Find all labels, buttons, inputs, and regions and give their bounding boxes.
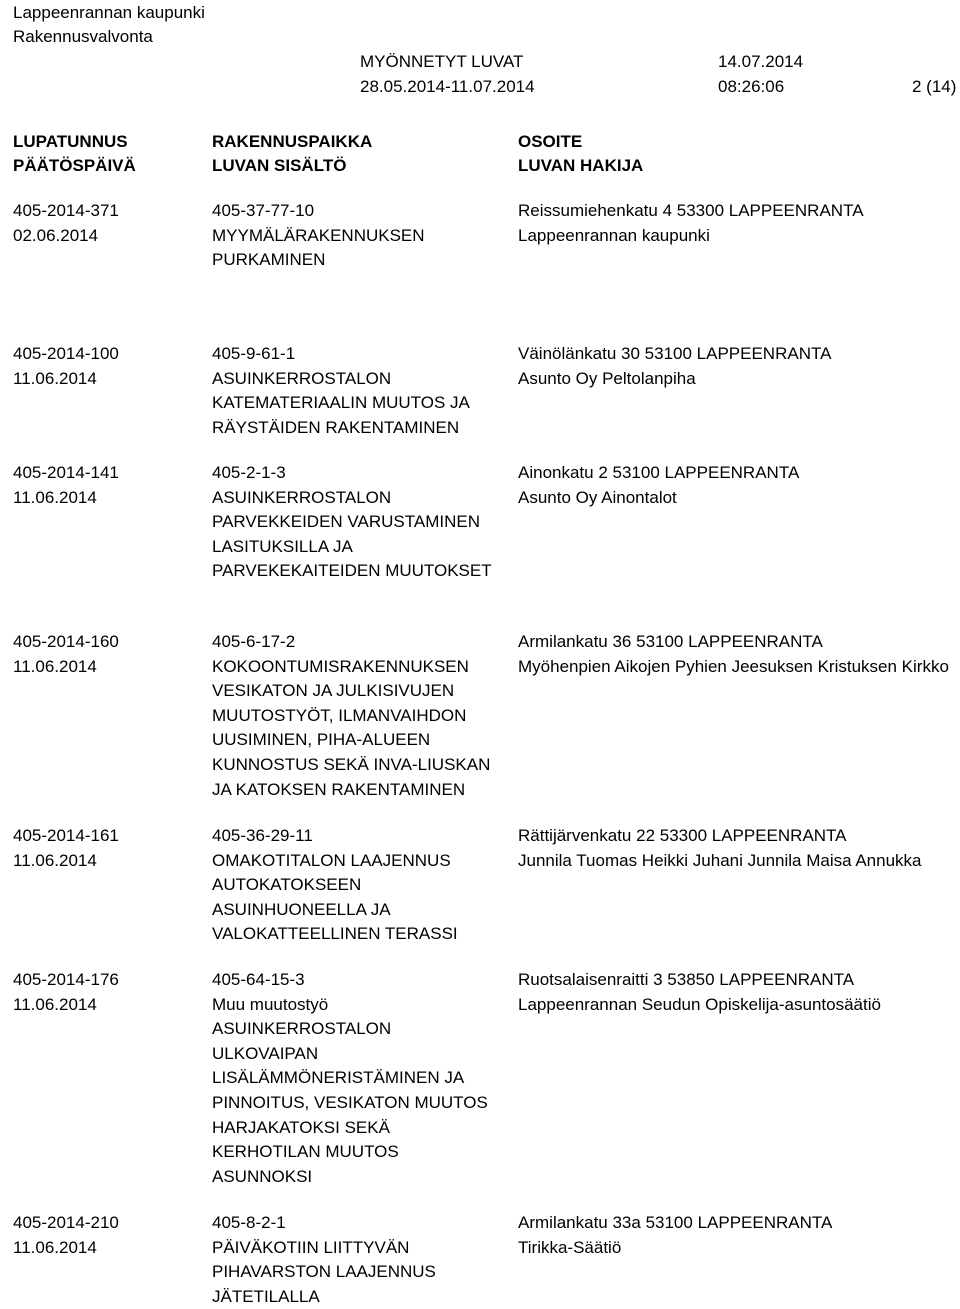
content-line: LISÄLÄMMÖNERISTÄMINEN JA: [212, 1068, 465, 1088]
content-line: ASUINKERROSTALON: [212, 368, 392, 388]
content-line: PINNOITUS, VESIKATON MUUTOS: [212, 1092, 488, 1112]
building-site-id: 405-8-2-1: [212, 1213, 286, 1232]
permit-content-cell: [212, 968, 488, 1189]
applicant: Lappeenrannan Seudun Opiskelija-asuntosäätiö: [518, 994, 881, 1014]
report-title: MYÖNNETYT LUVAT: [360, 52, 524, 71]
content-line: PIHAVARSTON LAAJENNUS: [212, 1262, 436, 1282]
content-line: Muu muutostyö: [212, 994, 329, 1014]
content-line: LASITUKSILLA JA: [212, 536, 353, 556]
department-name: Rakennusvalvonta: [13, 27, 153, 46]
report-period: 28.05.2014-11.07.2014: [360, 77, 535, 96]
address-cell: [518, 630, 949, 679]
decision-date: 11.06.2014: [13, 994, 97, 1014]
applicant: Asunto Oy Peltolanpiha: [518, 368, 696, 388]
applicant: Junnila Tuomas Heikki Juhani Junnila Maisa Annukka: [518, 850, 922, 870]
column-header-decision-date: PÄÄTÖSPÄIVÄ: [13, 156, 136, 175]
content-line: JA KATOKSEN RAKENTAMINEN: [212, 779, 466, 799]
content-line: UUSIMINEN, PIHA-ALUEEN: [212, 730, 431, 750]
permit-id: 405-2014-210: [13, 1213, 119, 1232]
applicant: Myöhenpien Aikojen Pyhien Jeesuksen Kristuksen Kirkko: [518, 656, 949, 676]
content-line: ASUINKERROSTALON: [212, 487, 392, 507]
decision-date: 11.06.2014: [13, 1237, 97, 1257]
building-site-id: 405-6-17-2: [212, 632, 296, 651]
permit-content-cell: [212, 1211, 436, 1309]
permit-id: 405-2014-160: [13, 632, 119, 651]
content-line: ULKOVAIPAN: [212, 1043, 319, 1063]
permit-id: 405-2014-371: [13, 201, 119, 220]
address-cell: [518, 1211, 832, 1260]
content-line: ASUNNOKSI: [212, 1166, 313, 1186]
permit-id-cell: [13, 342, 119, 391]
address-cell: [518, 824, 922, 873]
print-time: 08:26:06: [718, 77, 785, 96]
content-line: KUNNOSTUS SEKÄ INVA-LIUSKAN: [212, 754, 491, 774]
address: Armilankatu 33a 53100 LAPPEENRANTA: [518, 1213, 833, 1232]
permit-id-cell: [13, 968, 119, 1017]
address-cell: [518, 199, 864, 248]
permit-content-cell: [212, 342, 470, 440]
content-line: JÄTETILALLA: [212, 1286, 320, 1306]
content-line: ASUINHUONEELLA JA: [212, 899, 391, 919]
permit-content-cell: [212, 824, 458, 947]
page-number: 2 (14): [912, 77, 957, 96]
content-line: ASUINKERROSTALON: [212, 1019, 392, 1039]
content-line: HARJAKATOKSI SEKÄ: [212, 1117, 390, 1137]
content-line: VESIKATON JA JULKISIVUJEN: [212, 681, 455, 701]
permit-id: 405-2014-161: [13, 826, 119, 845]
address-cell: [518, 968, 881, 1017]
content-line: AUTOKATOKSEEN: [212, 875, 362, 895]
print-date: 14.07.2014: [718, 52, 804, 71]
permit-id-cell: [13, 1211, 119, 1260]
column-header-address: OSOITE: [518, 132, 583, 151]
building-site-id: 405-37-77-10: [212, 201, 315, 220]
decision-date: 11.06.2014: [13, 368, 97, 388]
permit-content-cell: [212, 630, 490, 802]
building-site-id: 405-64-15-3: [212, 970, 305, 989]
permit-content-cell: [212, 461, 492, 584]
decision-date: 11.06.2014: [13, 656, 97, 676]
decision-date: 11.06.2014: [13, 850, 97, 870]
address: Armilankatu 36 53100 LAPPEENRANTA: [518, 632, 823, 651]
content-line: PARVEKEKAITEIDEN MUUTOKSET: [212, 561, 492, 581]
content-line: VALOKATTEELLINEN TERASSI: [212, 924, 458, 944]
permit-id-cell: [13, 461, 119, 510]
address: Ainonkatu 2 53100 LAPPEENRANTA: [518, 463, 800, 482]
address-cell: [518, 342, 831, 391]
column-header-permit-content: LUVAN SISÄLTÖ: [212, 156, 347, 175]
permit-id: 405-2014-141: [13, 463, 119, 482]
content-line: PURKAMINEN: [212, 250, 326, 270]
address: Väinölänkatu 30 53100 LAPPEENRANTA: [518, 344, 832, 363]
content-line: MUUTOSTYÖT, ILMANVAIHDON: [212, 705, 467, 725]
decision-date: 11.06.2014: [13, 487, 97, 507]
building-site-id: 405-2-1-3: [212, 463, 286, 482]
column-header-permit-id: LUPATUNNUS: [13, 132, 128, 151]
content-line: PÄIVÄKOTIIN LIITTYVÄN: [212, 1237, 410, 1257]
address: Rättijärvenkatu 22 53300 LAPPEENRANTA: [518, 826, 847, 845]
permit-id-cell: [13, 199, 119, 248]
permit-id-cell: [13, 824, 119, 873]
content-line: MYYMÄLÄRAKENNUKSEN: [212, 225, 425, 245]
address-cell: [518, 461, 799, 510]
column-header-applicant: LUVAN HAKIJA: [518, 156, 644, 175]
permit-id: 405-2014-100: [13, 344, 119, 363]
applicant: Lappeenrannan kaupunki: [518, 225, 710, 245]
content-line: RÄYSTÄIDEN RAKENTAMINEN: [212, 417, 460, 437]
address: Ruotsalaisenraitti 3 53850 LAPPEENRANTA: [518, 970, 855, 989]
content-line: OMAKOTITALON LAAJENNUS: [212, 850, 451, 870]
content-line: KOKOONTUMISRAKENNUKSEN: [212, 656, 469, 676]
building-site-id: 405-9-61-1: [212, 344, 296, 363]
applicant: Tirikka-Säätiö: [518, 1237, 622, 1257]
column-header-building-site: RAKENNUSPAIKKA: [212, 132, 373, 151]
content-line: PARVEKKEIDEN VARUSTAMINEN: [212, 512, 480, 532]
organization-name: Lappeenrannan kaupunki: [13, 3, 205, 22]
building-site-id: 405-36-29-11: [212, 826, 313, 845]
content-line: KERHOTILAN MUUTOS: [212, 1142, 399, 1162]
decision-date: 02.06.2014: [13, 225, 99, 245]
permit-id: 405-2014-176: [13, 970, 119, 989]
permit-id-cell: [13, 630, 119, 679]
applicant: Asunto Oy Ainontalot: [518, 487, 677, 507]
address: Reissumiehenkatu 4 53300 LAPPEENRANTA: [518, 201, 864, 220]
permit-content-cell: [212, 199, 425, 273]
content-line: KATEMATERIAALIN MUUTOS JA: [212, 393, 470, 413]
